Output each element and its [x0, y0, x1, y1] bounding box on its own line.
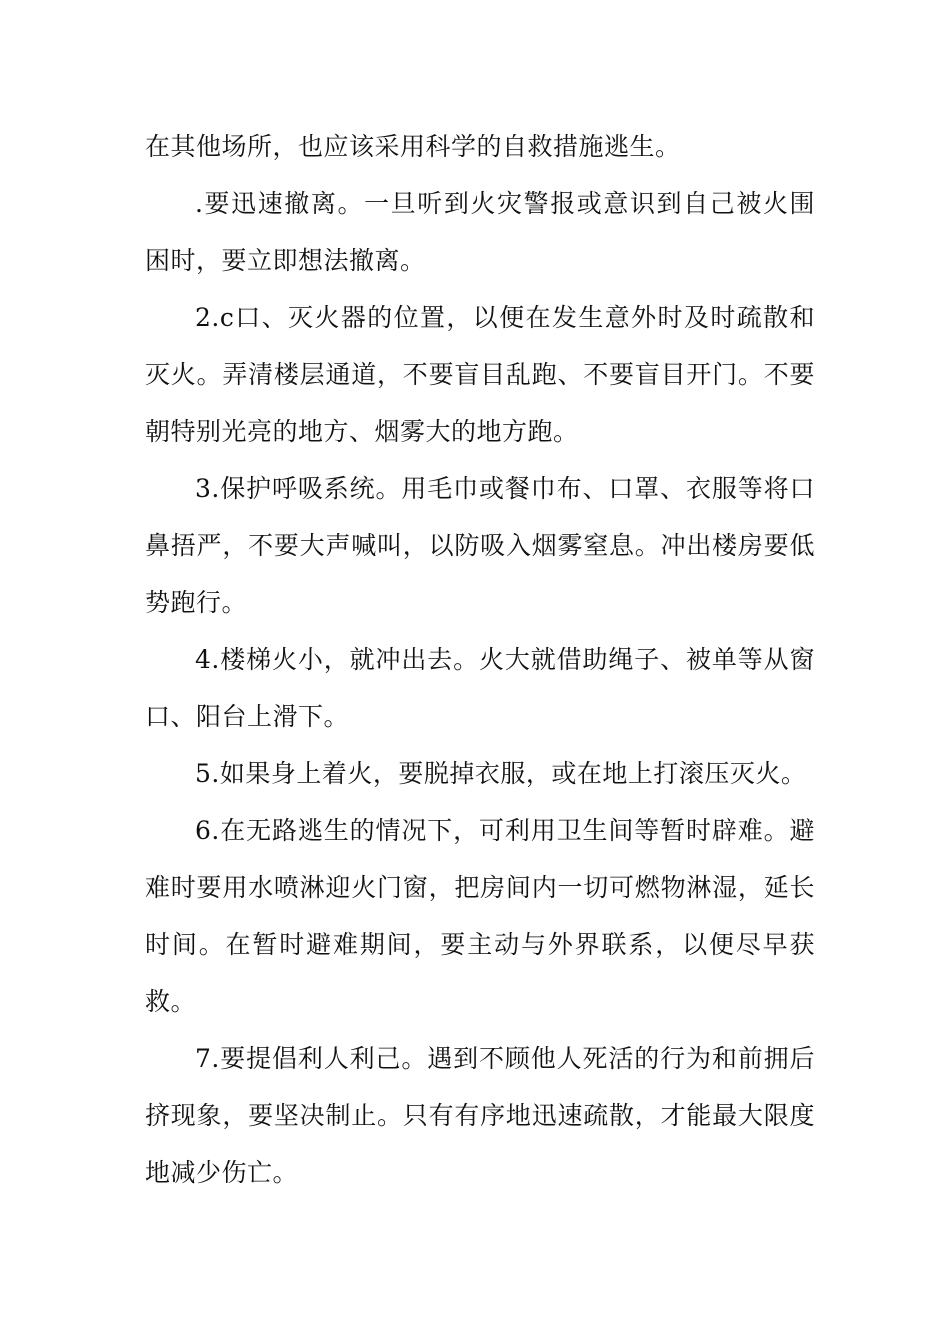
paragraph-item-2: 2.c口、灭火器的位置，以便在发生意外时及时疏散和灭火。弄清楼层通道，不要盲目乱跑、不要盲目开门。不要朝特别光亮的地方、烟雾大的地方跑。	[145, 303, 815, 446]
paragraph-item-5: 5.如果身上着火，要脱掉衣服，或在地上打滚压灭火。	[195, 759, 807, 788]
paragraph-item-4: 4.楼梯火小，就冲出去。火大就借助绳子、被单等从窗口、阳台上滑下。	[145, 645, 815, 731]
paragraph-item-6: 6.在无路逃生的情况下，可利用卫生间等暂时辟难。避难时要用水喷淋迎火门窗，把房间内一切可燃物淋湿，延长时间。在暂时避难期间，要主动与外界联系，以便尽早获救。	[145, 816, 815, 1016]
paragraph-item-1: .要迅速撤离。一旦听到火灾警报或意识到自己被火围困时，要立即想法撤离。	[145, 189, 815, 275]
paragraph-item-7: 7.要提倡利人利己。遇到不顾他人死活的行为和前拥后挤现象，要坚决制止。只有有序地迅速疏散，才能最大限度地减少伤亡。	[145, 1044, 815, 1187]
document-body	[145, 118, 815, 1201]
paragraph-intro: 在其他场所，也应该采用科学的自救措施逃生。	[145, 132, 681, 161]
paragraph-item-3: 3.保护呼吸系统。用毛巾或餐巾布、口罩、衣服等将口鼻捂严，不要大声喊叫，以防吸入烟雾窒息。冲出楼房要低势跑行。	[145, 474, 815, 617]
